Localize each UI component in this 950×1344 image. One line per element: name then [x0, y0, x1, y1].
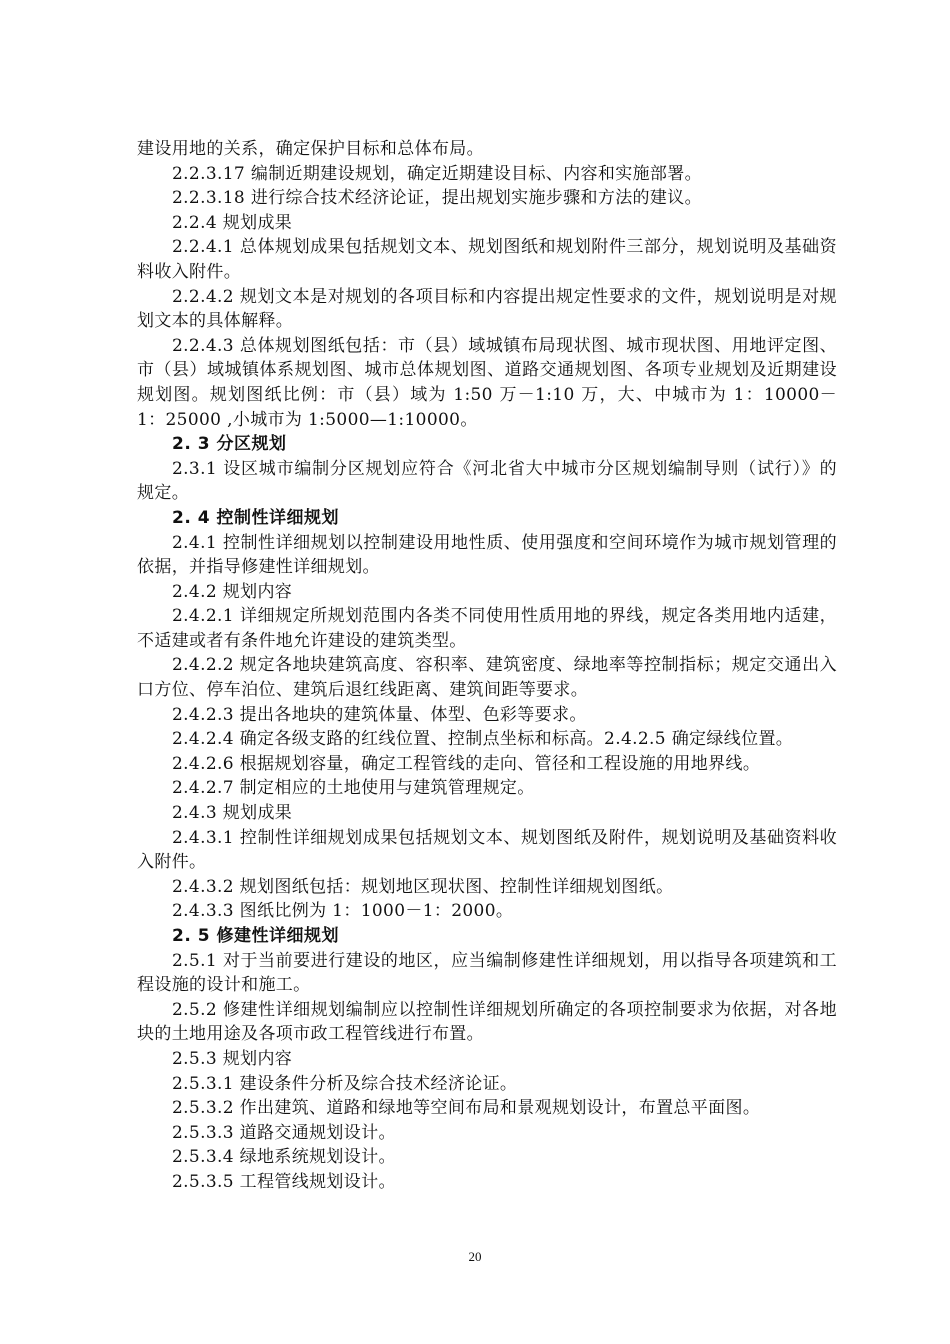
- paragraph: 2.4.2 规划内容: [172, 581, 293, 602]
- paragraph: 2.4.2.4 确定各级支路的红线位置、控制点坐标和标高。2.4.2.5 确定绿线位置。: [172, 729, 794, 750]
- paragraph: 2.4.2.2 规定各地块建筑高度、容积率、建筑密度、绿地率等控制指标；规定交通出入口方位、停车泊位、建筑后退红线距离、建筑间距等要求。: [137, 655, 837, 701]
- section-heading: 2. 4 控制性详细规划: [172, 507, 339, 528]
- paragraph: 2.5.3.3 道路交通规划设计。: [172, 1122, 396, 1143]
- paragraph: 2.4.2.3 提出各地块的建筑体量、体型、色彩等要求。: [172, 704, 587, 725]
- paragraph: 2.2.4 规划成果: [172, 212, 293, 233]
- paragraph: 2.2.3.18 进行综合技术经济论证，提出规划实施步骤和方法的建议。: [172, 188, 702, 209]
- paragraph: 2.4.3.1 控制性详细规划成果包括规划文本、规划图纸及附件，规划说明及基础资料收入附件。: [137, 827, 837, 873]
- paragraph-continuation: 建设用地的关系，确定保护目标和总体布局。: [137, 139, 484, 159]
- page-number: 20: [468, 1249, 482, 1264]
- paragraph: 2.4.2.6 根据规划容量，确定工程管线的走向、管径和工程设施的用地界线。: [172, 753, 761, 774]
- paragraph: 2.4.1 控制性详细规划以控制建设用地性质、使用强度和空间环境作为城市规划管理的依据，并指导修建性详细规划。: [137, 532, 837, 578]
- paragraph: 2.5.3.5 工程管线规划设计。: [172, 1171, 396, 1192]
- paragraph: 2.4.3.3 图纸比例为 1：1000－1：2000。: [172, 901, 514, 922]
- paragraph: 2.5.3.2 作出建筑、道路和绿地等空间布局和景观规划设计，布置总平面图。: [172, 1098, 761, 1119]
- paragraph: 2.4.2.1 详细规定所规划范围内各类不同使用性质用地的界线，规定各类用地内适建，不适建或者有条件地允许建设的建筑类型。: [137, 606, 837, 651]
- section-heading: 2. 5 修建性详细规划: [172, 926, 339, 946]
- paragraph: 2.5.3.1 建设条件分析及综合技术经济论证。: [172, 1073, 518, 1094]
- paragraph: 2.4.3 规划成果: [172, 803, 293, 824]
- paragraph: 2.3.1 设区城市编制分区规划应符合《河北省大中城市分区规划编制导则（试行）》的规定。: [137, 458, 837, 504]
- paragraph: 2.4.3.2 规划图纸包括：规划地区现状图、控制性详细规划图纸。: [172, 876, 674, 897]
- paragraph: 2.5.1 对于当前要进行建设的地区，应当编制修建性详细规划，用以指导各项建筑和工程设施的设计和施工。: [137, 950, 837, 996]
- paragraph: 2.5.2 修建性详细规划编制应以控制性详细规划所确定的各项控制要求为依据，对各地块的土地用途及各项市政工程管线进行布置。: [137, 999, 837, 1045]
- paragraph: 2.2.4.3 总体规划图纸包括：市（县）域城镇布局现状图、城市现状图、用地评定图、市（县）域城镇体系规划图、城市总体规划图、道路交通规划图、各项专业规划及近期建设规划图。规划图纸比例：市（县）域为 1:50 万－1:10 万，大、中城市为 1：10000－1：25000 ,小城市为 1:5000—1:10000。: [137, 335, 837, 430]
- paragraph: 2.2.3.17 编制近期建设规划，确定近期建设目标、内容和实施部署。: [172, 163, 702, 184]
- paragraph: 2.2.4.1 总体规划成果包括规划文本、规划图纸和规划附件三部分，规划说明及基础资料收入附件。: [137, 237, 837, 282]
- paragraph: 2.2.4.2 规划文本是对规划的各项目标和内容提出规定性要求的文件，规划说明是对规划文本的具体解释。: [137, 286, 837, 332]
- paragraph: 2.4.2.7 制定相应的土地使用与建筑管理规定。: [172, 778, 535, 799]
- paragraph: 2.5.3.4 绿地系统规划设计。: [172, 1147, 396, 1168]
- section-heading: 2. 3 分区规划: [172, 434, 287, 455]
- body-text: [137, 137, 837, 1195]
- paragraph: 2.5.3 规划内容: [172, 1048, 293, 1069]
